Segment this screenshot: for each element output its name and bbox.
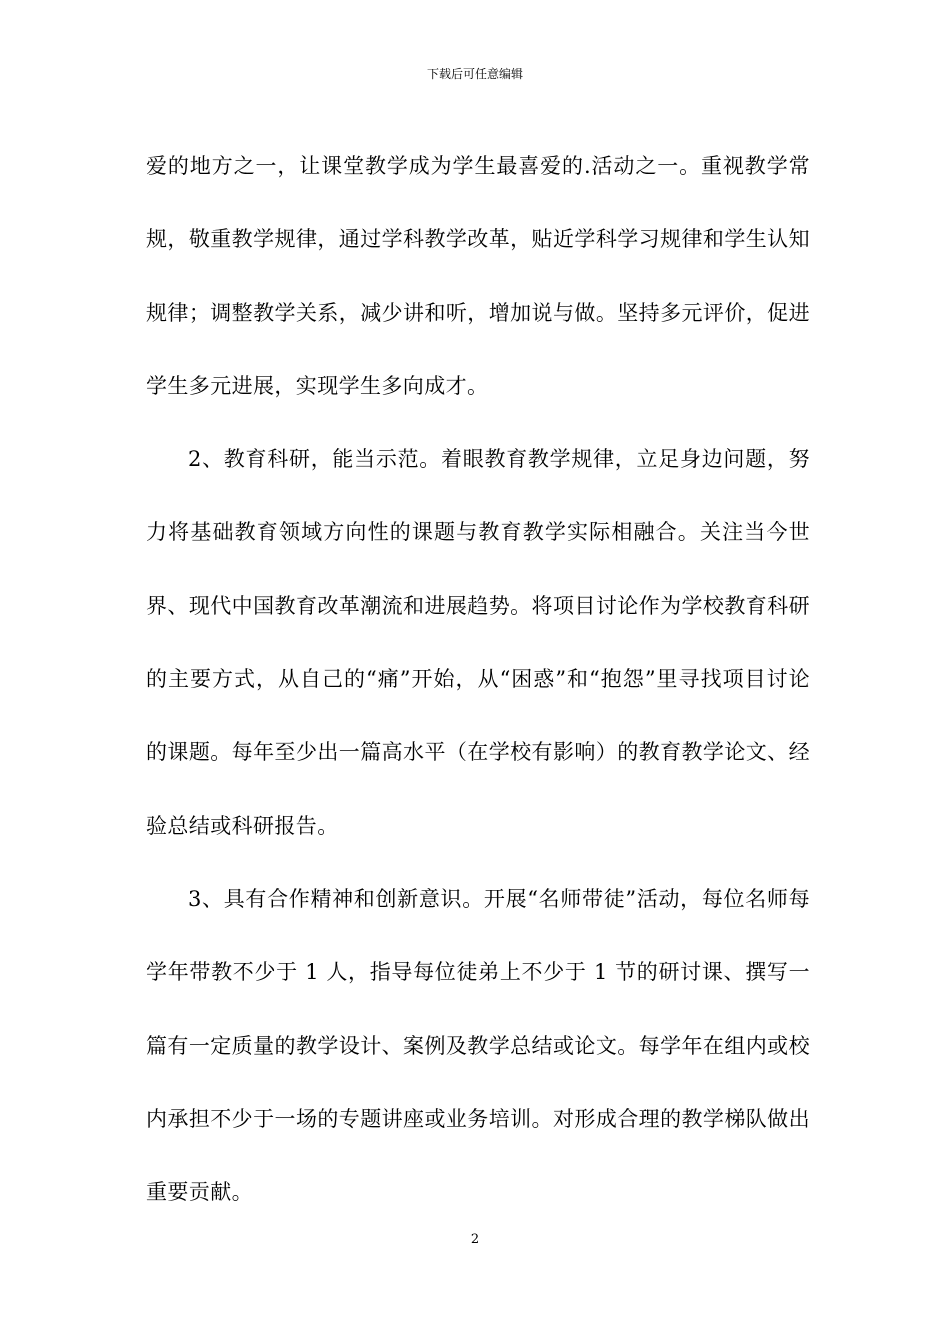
paragraph-continuation: 爱的地方之一，让课堂教学成为学生最喜爱的.活动之一。重视教学常规，敬重教学规律，通过学科教学改革，贴近学科学习规律和学生认知规律；调整教学关系，减少讲和听，增加说与做。坚持多元评价，促进学生多元进展，实现学生多向成才。 <box>146 154 810 398</box>
paragraph-cooperation: 3、具有合作精神和创新意识。开展“名师带徒”活动，每位名师每学年带教不少于 1 人，指导每位徒弟上不少于 1 节的研讨课、撰写一篇有一定质量的教学设计、案例及教学总结或论文。每学年在组内或校内承担不少于一场的专题讲座或业务培训。对形成合理的教学梯队做出重要贡献。 <box>146 886 810 1205</box>
page-header: 下载后可任意编辑 <box>426 67 523 81</box>
paragraph-research: 2、教育科研，能当示范。着眼教育教学规律，立足身边问题，努力将基础教育领域方向性的课题与教育教学实际相融合。关注当今世界、现代中国教育改革潮流和进展趋势。将项目讨论作为学校教育科研的主要方式，从自己的“痛”开始，从“困惑”和“抱怨”里寻找项目讨论的课题。每年至少出一篇高水平（在学校有影响）的教育教学论文、经验总结或科研报告。 <box>146 447 810 838</box>
page-number: 2 <box>470 1232 480 1247</box>
document-body <box>146 130 810 1229</box>
